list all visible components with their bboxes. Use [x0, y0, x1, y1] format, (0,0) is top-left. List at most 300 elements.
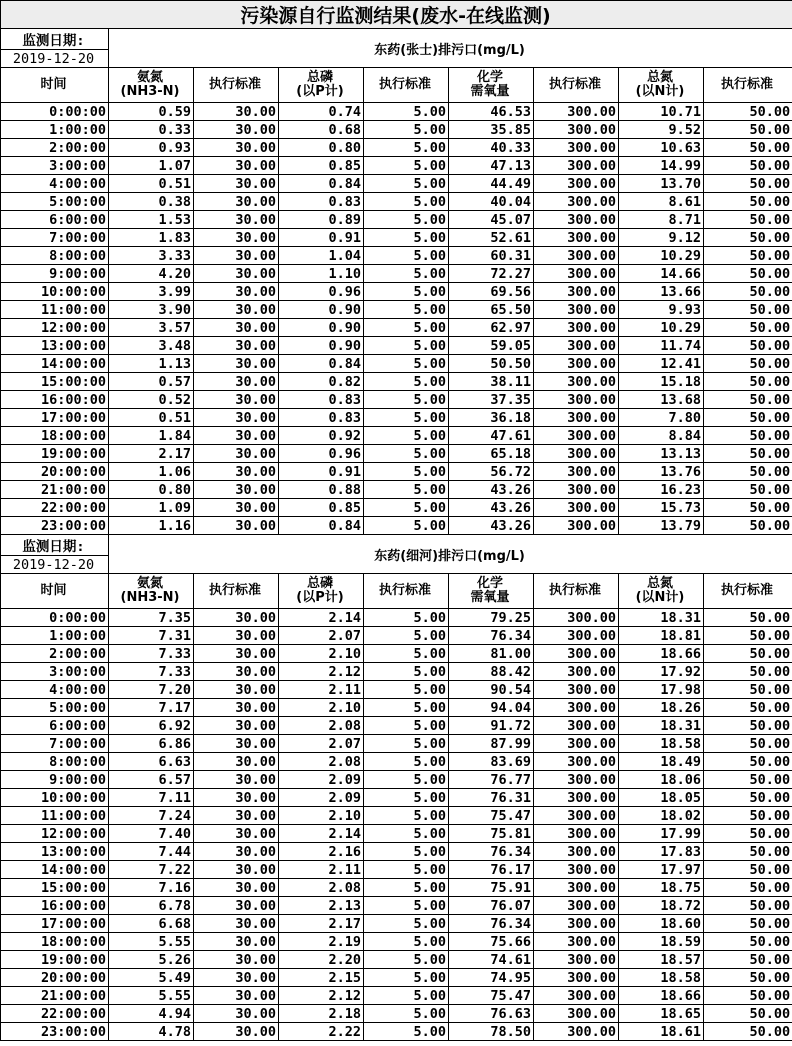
phosphorus-standard-cell: 5.00 — [364, 355, 449, 373]
ammonia-cell: 4.78 — [109, 1023, 194, 1041]
time-cell: 1:00:00 — [1, 627, 109, 645]
header-standard — [704, 574, 792, 609]
nitrogen-standard-cell: 50.00 — [704, 753, 792, 771]
nitrogen-standard-cell: 50.00 — [704, 645, 792, 663]
time-cell: 11:00:00 — [1, 301, 109, 319]
nitrogen-cell: 15.73 — [619, 499, 704, 517]
nitrogen-standard-cell: 50.00 — [704, 951, 792, 969]
ammonia-standard-cell: 30.00 — [194, 175, 279, 193]
phosphorus-standard-cell: 5.00 — [364, 445, 449, 463]
cod-cell: 43.26 — [449, 517, 534, 535]
phosphorus-standard-cell: 5.00 — [364, 301, 449, 319]
header-standard-text: 执行标准 — [378, 77, 431, 92]
nitrogen-cell: 18.72 — [619, 897, 704, 915]
phosphorus-cell: 2.12 — [279, 987, 364, 1005]
phosphorus-cell: 2.10 — [279, 699, 364, 717]
cod-cell: 88.42 — [449, 663, 534, 681]
nitrogen-standard-cell: 50.00 — [704, 1023, 792, 1041]
ammonia-cell: 7.33 — [109, 663, 194, 681]
cod-standard-cell: 300.00 — [534, 987, 619, 1005]
cod-standard-cell: 300.00 — [534, 355, 619, 373]
nitrogen-standard-cell: 50.00 — [704, 879, 792, 897]
ammonia-cell: 7.11 — [109, 789, 194, 807]
phosphorus-cell: 2.10 — [279, 807, 364, 825]
phosphorus-cell: 0.96 — [279, 283, 364, 301]
ammonia-standard-cell: 30.00 — [194, 301, 279, 319]
nitrogen-cell: 8.61 — [619, 193, 704, 211]
nitrogen-standard-cell: 50.00 — [704, 103, 792, 121]
cod-standard-cell: 300.00 — [534, 175, 619, 193]
nitrogen-standard-cell: 50.00 — [704, 157, 792, 175]
phosphorus-standard-cell: 5.00 — [364, 1023, 449, 1041]
ammonia-cell: 0.33 — [109, 121, 194, 139]
ammonia-standard-cell: 30.00 — [194, 481, 279, 499]
table-row — [1, 987, 792, 1005]
time-cell: 16:00:00 — [1, 391, 109, 409]
phosphorus-standard-cell: 5.00 — [364, 499, 449, 517]
ammonia-cell: 6.78 — [109, 897, 194, 915]
cod-standard-cell: 300.00 — [534, 645, 619, 663]
time-cell: 3:00:00 — [1, 663, 109, 681]
ammonia-standard-cell: 30.00 — [194, 355, 279, 373]
phosphorus-cell: 0.84 — [279, 517, 364, 535]
header-total-phosphorus-text: 总磷 — [306, 576, 333, 591]
ammonia-cell: 1.09 — [109, 499, 194, 517]
phosphorus-standard-cell: 5.00 — [364, 1005, 449, 1023]
cod-standard-cell: 300.00 — [534, 157, 619, 175]
table-row — [1, 139, 792, 157]
ammonia-cell: 3.99 — [109, 283, 194, 301]
cod-standard-cell: 300.00 — [534, 481, 619, 499]
nitrogen-standard-cell: 50.00 — [704, 463, 792, 481]
nitrogen-standard-cell: 50.00 — [704, 843, 792, 861]
ammonia-standard-cell: 30.00 — [194, 103, 279, 121]
ammonia-standard-cell: 30.00 — [194, 211, 279, 229]
cod-standard-cell: 300.00 — [534, 789, 619, 807]
cod-cell: 43.26 — [449, 499, 534, 517]
nitrogen-standard-cell: 50.00 — [704, 987, 792, 1005]
monitoring-date-label: 监测日期: — [1, 29, 109, 50]
header-standard-text: 执行标准 — [208, 583, 261, 598]
ammonia-cell: 4.20 — [109, 265, 194, 283]
phosphorus-standard-cell: 5.00 — [364, 951, 449, 969]
nitrogen-cell: 13.68 — [619, 391, 704, 409]
ammonia-cell: 1.83 — [109, 229, 194, 247]
phosphorus-standard-cell: 5.00 — [364, 139, 449, 157]
cod-cell: 65.50 — [449, 301, 534, 319]
nitrogen-cell: 9.52 — [619, 121, 704, 139]
phosphorus-cell: 2.14 — [279, 825, 364, 843]
cod-standard-cell: 300.00 — [534, 121, 619, 139]
cod-standard-cell: 300.00 — [534, 517, 619, 535]
table-row — [1, 463, 792, 481]
header-cod — [449, 68, 534, 103]
ammonia-standard-cell: 30.00 — [194, 283, 279, 301]
nitrogen-cell: 11.74 — [619, 337, 704, 355]
phosphorus-cell: 2.16 — [279, 843, 364, 861]
cod-standard-cell: 300.00 — [534, 139, 619, 157]
table-row — [1, 391, 792, 409]
nitrogen-cell: 10.63 — [619, 139, 704, 157]
nitrogen-standard-cell: 50.00 — [704, 699, 792, 717]
nitrogen-cell: 10.29 — [619, 319, 704, 337]
ammonia-standard-cell: 30.00 — [194, 247, 279, 265]
ammonia-standard-cell: 30.00 — [194, 897, 279, 915]
ammonia-standard-cell: 30.00 — [194, 229, 279, 247]
cod-standard-cell: 300.00 — [534, 319, 619, 337]
ammonia-standard-cell: 30.00 — [194, 969, 279, 987]
ammonia-standard-cell: 30.00 — [194, 933, 279, 951]
ammonia-standard-cell: 30.00 — [194, 319, 279, 337]
cod-standard-cell: 300.00 — [534, 265, 619, 283]
ammonia-cell: 1.06 — [109, 463, 194, 481]
phosphorus-cell: 1.10 — [279, 265, 364, 283]
cod-standard-cell: 300.00 — [534, 825, 619, 843]
ammonia-standard-cell: 30.00 — [194, 463, 279, 481]
time-cell: 4:00:00 — [1, 681, 109, 699]
phosphorus-cell: 0.88 — [279, 481, 364, 499]
table-row — [1, 445, 792, 463]
header-standard-text: 执行标准 — [721, 583, 774, 598]
nitrogen-cell: 17.97 — [619, 861, 704, 879]
phosphorus-cell: 2.10 — [279, 645, 364, 663]
phosphorus-cell: 2.14 — [279, 609, 364, 627]
header-cod-text: 化学 — [476, 70, 503, 85]
header-total-nitrogen-text: 总氮 — [646, 70, 673, 85]
cod-cell: 50.50 — [449, 355, 534, 373]
phosphorus-cell: 2.11 — [279, 861, 364, 879]
ammonia-cell: 0.93 — [109, 139, 194, 157]
phosphorus-standard-cell: 5.00 — [364, 283, 449, 301]
table-row — [1, 951, 792, 969]
ammonia-standard-cell: 30.00 — [194, 663, 279, 681]
phosphorus-cell: 0.83 — [279, 391, 364, 409]
cod-cell: 59.05 — [449, 337, 534, 355]
header-cod-text: 化学 — [476, 576, 503, 591]
header-standard — [194, 68, 279, 103]
cod-standard-cell: 300.00 — [534, 915, 619, 933]
nitrogen-cell: 18.31 — [619, 717, 704, 735]
phosphorus-standard-cell: 5.00 — [364, 373, 449, 391]
ammonia-cell: 5.49 — [109, 969, 194, 987]
header-standard — [364, 68, 449, 103]
time-cell: 13:00:00 — [1, 337, 109, 355]
ammonia-cell: 0.51 — [109, 175, 194, 193]
table-row — [1, 355, 792, 373]
cod-standard-cell: 300.00 — [534, 301, 619, 319]
ammonia-standard-cell: 30.00 — [194, 445, 279, 463]
nitrogen-standard-cell: 50.00 — [704, 319, 792, 337]
ammonia-standard-cell: 30.00 — [194, 609, 279, 627]
cod-standard-cell: 300.00 — [534, 499, 619, 517]
table-row — [1, 211, 792, 229]
ammonia-standard-cell: 30.00 — [194, 157, 279, 175]
table-row — [1, 517, 792, 535]
ammonia-cell: 7.22 — [109, 861, 194, 879]
phosphorus-cell: 0.84 — [279, 175, 364, 193]
header-standard-text: 执行标准 — [548, 583, 601, 598]
cod-cell: 60.31 — [449, 247, 534, 265]
table-row — [1, 861, 792, 879]
phosphorus-cell: 0.89 — [279, 211, 364, 229]
header-standard-text: 执行标准 — [721, 77, 774, 92]
nitrogen-standard-cell: 50.00 — [704, 445, 792, 463]
cod-cell: 83.69 — [449, 753, 534, 771]
phosphorus-standard-cell: 5.00 — [364, 157, 449, 175]
table-row — [1, 609, 792, 627]
cod-cell: 75.47 — [449, 807, 534, 825]
header-total-phosphorus — [279, 68, 364, 103]
table-row — [1, 373, 792, 391]
cod-cell: 76.34 — [449, 843, 534, 861]
table-row — [1, 121, 792, 139]
table-row — [1, 301, 792, 319]
cod-cell: 65.18 — [449, 445, 534, 463]
phosphorus-cell: 2.11 — [279, 681, 364, 699]
time-cell: 22:00:00 — [1, 499, 109, 517]
time-cell: 6:00:00 — [1, 211, 109, 229]
time-cell: 19:00:00 — [1, 951, 109, 969]
ammonia-cell: 1.84 — [109, 427, 194, 445]
time-cell: 10:00:00 — [1, 283, 109, 301]
ammonia-standard-cell: 30.00 — [194, 1005, 279, 1023]
cod-standard-cell: 300.00 — [534, 193, 619, 211]
phosphorus-cell: 0.92 — [279, 427, 364, 445]
table-row — [1, 807, 792, 825]
cod-cell: 37.35 — [449, 391, 534, 409]
cod-cell: 94.04 — [449, 699, 534, 717]
nitrogen-cell: 14.66 — [619, 265, 704, 283]
time-cell: 17:00:00 — [1, 409, 109, 427]
phosphorus-standard-cell: 5.00 — [364, 463, 449, 481]
table-row — [1, 933, 792, 951]
nitrogen-standard-cell: 50.00 — [704, 915, 792, 933]
time-cell: 21:00:00 — [1, 481, 109, 499]
cod-standard-cell: 300.00 — [534, 933, 619, 951]
time-cell: 19:00:00 — [1, 445, 109, 463]
cod-standard-cell: 300.00 — [534, 735, 619, 753]
table-row — [1, 265, 792, 283]
cod-standard-cell: 300.00 — [534, 103, 619, 121]
phosphorus-standard-cell: 5.00 — [364, 969, 449, 987]
ammonia-standard-cell: 30.00 — [194, 789, 279, 807]
nitrogen-standard-cell: 50.00 — [704, 139, 792, 157]
ammonia-cell: 7.44 — [109, 843, 194, 861]
header-time-text: 时间 — [40, 583, 67, 598]
nitrogen-cell: 14.99 — [619, 157, 704, 175]
time-cell: 4:00:00 — [1, 175, 109, 193]
header-total-nitrogen-text: (以N计) — [635, 590, 685, 605]
nitrogen-cell: 17.98 — [619, 681, 704, 699]
phosphorus-cell: 0.84 — [279, 355, 364, 373]
sheet-title: 污染源自行监测结果(废水-在线监测) — [1, 1, 792, 29]
phosphorus-cell: 2.15 — [279, 969, 364, 987]
phosphorus-cell: 0.74 — [279, 103, 364, 121]
cod-standard-cell: 300.00 — [534, 879, 619, 897]
table-row — [1, 1023, 792, 1041]
phosphorus-standard-cell: 5.00 — [364, 789, 449, 807]
header-standard-text: 执行标准 — [378, 583, 431, 598]
phosphorus-cell: 0.68 — [279, 121, 364, 139]
nitrogen-cell: 18.26 — [619, 699, 704, 717]
ammonia-standard-cell: 30.00 — [194, 771, 279, 789]
nitrogen-standard-cell: 50.00 — [704, 301, 792, 319]
nitrogen-cell: 18.58 — [619, 969, 704, 987]
time-cell: 6:00:00 — [1, 717, 109, 735]
nitrogen-cell: 18.61 — [619, 1023, 704, 1041]
cod-cell: 76.31 — [449, 789, 534, 807]
ammonia-cell: 4.94 — [109, 1005, 194, 1023]
table-row — [1, 193, 792, 211]
ammonia-standard-cell: 30.00 — [194, 753, 279, 771]
time-cell: 20:00:00 — [1, 463, 109, 481]
ammonia-standard-cell: 30.00 — [194, 139, 279, 157]
phosphorus-cell: 0.90 — [279, 301, 364, 319]
nitrogen-cell: 18.60 — [619, 915, 704, 933]
time-cell: 3:00:00 — [1, 157, 109, 175]
nitrogen-standard-cell: 50.00 — [704, 681, 792, 699]
ammonia-standard-cell: 30.00 — [194, 337, 279, 355]
phosphorus-cell: 2.13 — [279, 897, 364, 915]
cod-standard-cell: 300.00 — [534, 463, 619, 481]
phosphorus-standard-cell: 5.00 — [364, 481, 449, 499]
ammonia-cell: 1.13 — [109, 355, 194, 373]
header-total-phosphorus — [279, 574, 364, 609]
phosphorus-standard-cell: 5.00 — [364, 193, 449, 211]
phosphorus-standard-cell: 5.00 — [364, 897, 449, 915]
table-row — [1, 481, 792, 499]
phosphorus-standard-cell: 5.00 — [364, 663, 449, 681]
table-row — [1, 337, 792, 355]
time-cell: 2:00:00 — [1, 645, 109, 663]
table-row — [1, 879, 792, 897]
ammonia-standard-cell: 30.00 — [194, 915, 279, 933]
phosphorus-standard-cell: 5.00 — [364, 265, 449, 283]
cod-cell: 74.95 — [449, 969, 534, 987]
ammonia-cell: 6.86 — [109, 735, 194, 753]
ammonia-cell: 3.90 — [109, 301, 194, 319]
nitrogen-standard-cell: 50.00 — [704, 229, 792, 247]
nitrogen-cell: 7.80 — [619, 409, 704, 427]
nitrogen-cell: 13.76 — [619, 463, 704, 481]
cod-cell: 75.47 — [449, 987, 534, 1005]
cod-cell: 43.26 — [449, 481, 534, 499]
cod-cell: 72.27 — [449, 265, 534, 283]
nitrogen-cell: 18.66 — [619, 987, 704, 1005]
phosphorus-standard-cell: 5.00 — [364, 933, 449, 951]
header-standard-text: 执行标准 — [548, 77, 601, 92]
cod-cell: 76.17 — [449, 861, 534, 879]
time-cell: 5:00:00 — [1, 193, 109, 211]
phosphorus-standard-cell: 5.00 — [364, 121, 449, 139]
column-header-row — [1, 574, 792, 609]
phosphorus-standard-cell: 5.00 — [364, 175, 449, 193]
table-row — [1, 103, 792, 121]
phosphorus-standard-cell: 5.00 — [364, 861, 449, 879]
cod-standard-cell: 300.00 — [534, 211, 619, 229]
phosphorus-standard-cell: 5.00 — [364, 753, 449, 771]
phosphorus-cell: 2.07 — [279, 627, 364, 645]
header-total-nitrogen-text: 总氮 — [646, 576, 673, 591]
phosphorus-cell: 2.19 — [279, 933, 364, 951]
header-total-nitrogen — [619, 574, 704, 609]
nitrogen-standard-cell: 50.00 — [704, 897, 792, 915]
ammonia-cell: 5.26 — [109, 951, 194, 969]
ammonia-standard-cell: 30.00 — [194, 427, 279, 445]
nitrogen-standard-cell: 50.00 — [704, 337, 792, 355]
time-cell: 5:00:00 — [1, 699, 109, 717]
nitrogen-standard-cell: 50.00 — [704, 969, 792, 987]
time-cell: 12:00:00 — [1, 319, 109, 337]
cod-cell: 38.11 — [449, 373, 534, 391]
time-cell: 0:00:00 — [1, 609, 109, 627]
time-cell: 21:00:00 — [1, 987, 109, 1005]
cod-cell: 75.81 — [449, 825, 534, 843]
cod-standard-cell: 300.00 — [534, 969, 619, 987]
header-standard — [194, 574, 279, 609]
outfall-name: 东药(张士)排污口(mg/L) — [109, 29, 792, 68]
ammonia-cell: 7.35 — [109, 609, 194, 627]
table-row — [1, 681, 792, 699]
time-cell: 22:00:00 — [1, 1005, 109, 1023]
phosphorus-cell: 0.80 — [279, 139, 364, 157]
phosphorus-cell: 0.83 — [279, 193, 364, 211]
phosphorus-cell: 2.08 — [279, 753, 364, 771]
nitrogen-standard-cell: 50.00 — [704, 861, 792, 879]
phosphorus-standard-cell: 5.00 — [364, 337, 449, 355]
phosphorus-standard-cell: 5.00 — [364, 229, 449, 247]
ammonia-cell: 6.57 — [109, 771, 194, 789]
time-cell: 2:00:00 — [1, 139, 109, 157]
time-cell: 18:00:00 — [1, 427, 109, 445]
ammonia-cell: 2.17 — [109, 445, 194, 463]
time-cell: 10:00:00 — [1, 789, 109, 807]
ammonia-standard-cell: 30.00 — [194, 499, 279, 517]
header-time — [1, 68, 109, 103]
ammonia-cell: 7.31 — [109, 627, 194, 645]
cod-cell: 75.66 — [449, 933, 534, 951]
cod-cell: 87.99 — [449, 735, 534, 753]
ammonia-cell: 3.48 — [109, 337, 194, 355]
cod-standard-cell: 300.00 — [534, 1005, 619, 1023]
nitrogen-standard-cell: 50.00 — [704, 717, 792, 735]
phosphorus-standard-cell: 5.00 — [364, 915, 449, 933]
table-row — [1, 717, 792, 735]
ammonia-cell: 1.07 — [109, 157, 194, 175]
ammonia-cell: 5.55 — [109, 987, 194, 1005]
nitrogen-cell: 16.23 — [619, 481, 704, 499]
cod-cell: 76.63 — [449, 1005, 534, 1023]
nitrogen-cell: 18.06 — [619, 771, 704, 789]
nitrogen-standard-cell: 50.00 — [704, 627, 792, 645]
table-row — [1, 499, 792, 517]
header-standard — [704, 68, 792, 103]
nitrogen-cell: 13.79 — [619, 517, 704, 535]
time-cell: 14:00:00 — [1, 861, 109, 879]
cod-cell: 56.72 — [449, 463, 534, 481]
header-ammonia-text: 氨氮 — [136, 70, 163, 85]
cod-cell: 40.33 — [449, 139, 534, 157]
header-time — [1, 574, 109, 609]
cod-cell: 76.07 — [449, 897, 534, 915]
nitrogen-standard-cell: 50.00 — [704, 825, 792, 843]
cod-standard-cell: 300.00 — [534, 283, 619, 301]
phosphorus-cell: 0.85 — [279, 499, 364, 517]
phosphorus-cell: 0.96 — [279, 445, 364, 463]
time-cell: 12:00:00 — [1, 825, 109, 843]
table-row — [1, 915, 792, 933]
nitrogen-cell: 18.05 — [619, 789, 704, 807]
